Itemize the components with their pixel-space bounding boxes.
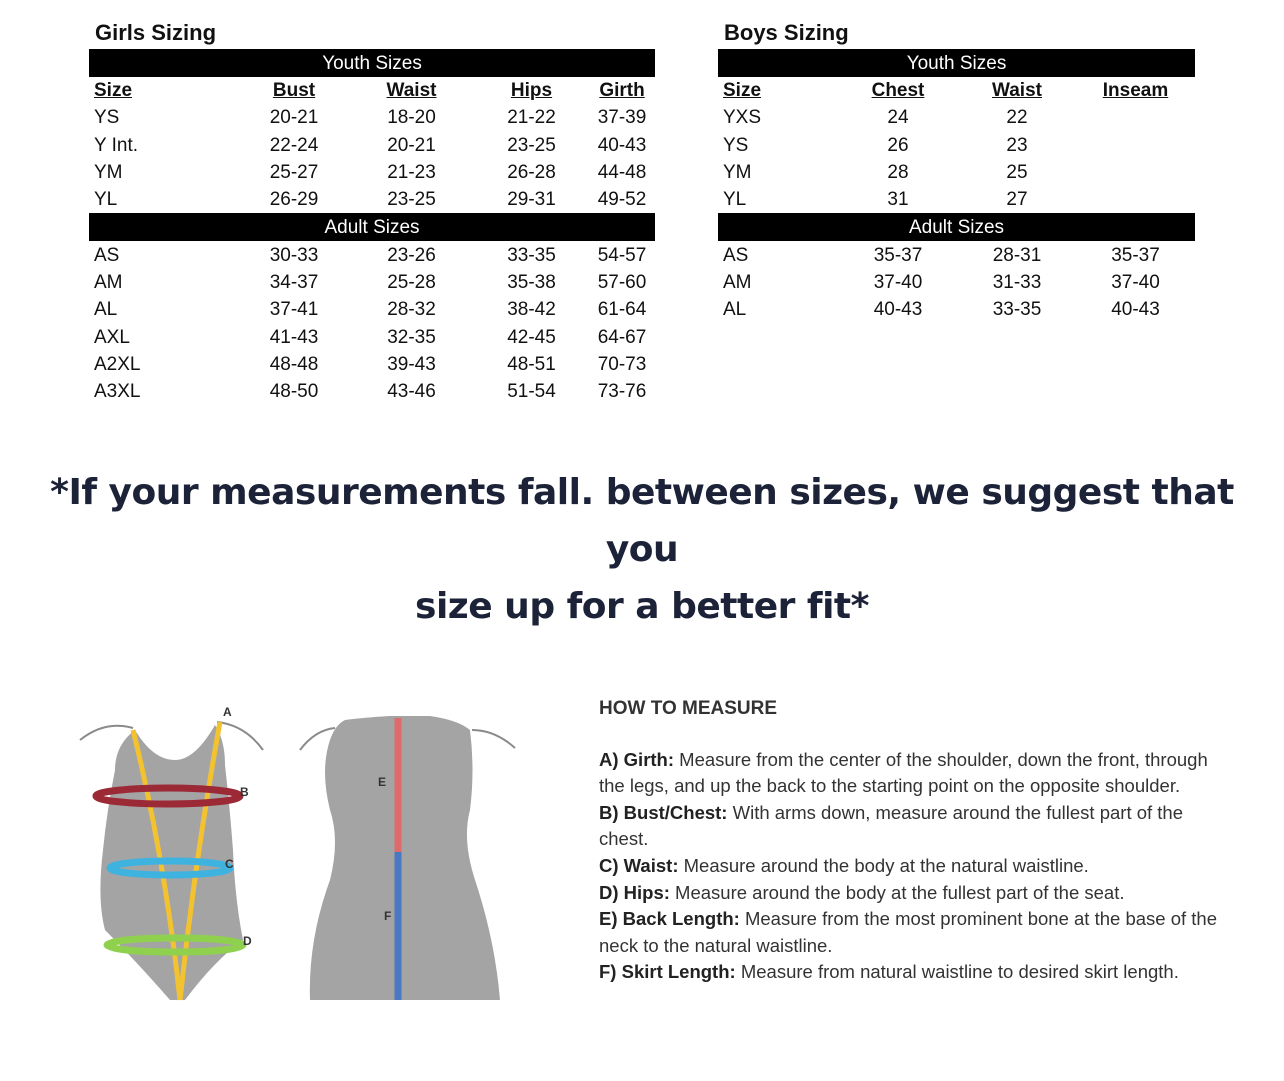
table-cell: 22-24 — [269, 134, 319, 156]
boys-youth-sizes-band-label: Youth Sizes — [718, 49, 1195, 77]
table-cell: 21-22 — [507, 107, 556, 129]
size-up-note-line-2: size up for a better fit* — [415, 586, 869, 627]
boys-header-waist: Waist — [992, 80, 1042, 102]
measure-item-text: Measure around the body at the natural waistline. — [678, 854, 1089, 876]
measure-item-text: Measure around the body at the fullest part of the seat. — [669, 881, 1125, 903]
table-cell: 21-23 — [387, 162, 436, 184]
measure-item — [599, 959, 1219, 986]
table-row — [718, 132, 1195, 159]
table-row — [89, 296, 655, 323]
table-cell: 51-54 — [507, 381, 556, 403]
measure-item-text: With arms down, measure around the fullest part of the chest. — [599, 801, 1184, 850]
table-cell: 42-45 — [507, 326, 556, 348]
table-cell: 29-31 — [507, 189, 556, 211]
table-cell: 48-51 — [507, 353, 556, 375]
table-cell: 34-37 — [269, 271, 319, 293]
table-cell: 25-27 — [269, 162, 319, 184]
table-cell: Y Int. — [94, 134, 139, 156]
boys-sizing-title: Boys Sizing — [724, 20, 849, 45]
table-cell: 24 — [887, 107, 909, 129]
table-cell: 44-48 — [597, 162, 647, 184]
table-cell: 28-31 — [992, 244, 1042, 266]
measure-item-label: C) Waist: — [599, 854, 679, 876]
table-row — [89, 269, 655, 296]
girls-youth-sizes-band-label: Youth Sizes — [89, 49, 655, 77]
boys-header-chest: Chest — [871, 80, 925, 102]
back-body-shape — [310, 716, 500, 1000]
measure-item-text: Measure from natural waistline to desired skirt length. — [735, 961, 1179, 983]
girls-youth-sizes-band — [89, 49, 655, 77]
table-row — [718, 296, 1195, 323]
table-cell: 37-40 — [873, 271, 923, 293]
table-cell: AS — [723, 244, 749, 266]
table-cell: 39-43 — [387, 353, 436, 375]
measure-item-label: D) Hips: — [599, 881, 670, 903]
table-cell: YL — [94, 189, 118, 211]
table-cell: 35-37 — [873, 244, 923, 266]
how-to-measure — [599, 696, 1219, 986]
table-row — [89, 186, 655, 213]
table-cell: AL — [723, 299, 747, 321]
front-right-shoulder-line — [217, 722, 263, 750]
size-up-note — [30, 464, 1254, 635]
measure-item-label: F) Skirt Length: — [599, 961, 736, 983]
table-cell: 22 — [1006, 107, 1028, 129]
table-cell: AL — [94, 299, 118, 321]
table-cell: 27 — [1006, 189, 1028, 211]
table-cell: AM — [94, 271, 123, 293]
table-cell: 28 — [887, 162, 909, 184]
table-cell: A3XL — [94, 381, 141, 403]
measure-item-label: E) Back Length: — [599, 908, 740, 930]
table-cell: 28-32 — [387, 299, 436, 321]
label-a: A — [223, 705, 232, 719]
table-cell: 54-57 — [597, 244, 647, 266]
table-row — [89, 159, 655, 186]
measure-item-text: Measure from the center of the shoulder, down the front, through the legs, and up the back to the starting point on the opposite shoulder. — [599, 748, 1208, 797]
table-cell: 43-46 — [387, 381, 436, 403]
table-cell: 40-43 — [597, 134, 647, 156]
measure-item — [599, 906, 1219, 959]
measure-item — [599, 800, 1219, 853]
girls-adult-sizes-band — [89, 213, 655, 241]
boys-youth-sizes-band — [718, 49, 1195, 77]
table-row — [718, 269, 1195, 296]
boys-header-size: Size — [723, 80, 762, 102]
table-cell: 64-67 — [597, 326, 647, 348]
table-cell: 37-41 — [269, 299, 319, 321]
table-cell: 48-48 — [269, 353, 319, 375]
table-cell — [1076, 104, 1195, 131]
table-cell: 26-29 — [269, 189, 319, 211]
table-cell: 23 — [1006, 134, 1028, 156]
table-cell: YL — [723, 189, 747, 211]
table-cell: 26 — [887, 134, 909, 156]
table-row — [89, 132, 655, 159]
table-row — [718, 241, 1195, 268]
table-cell: 23-26 — [387, 244, 436, 266]
table-cell: YXS — [723, 107, 762, 129]
table-cell: 18-20 — [387, 107, 436, 129]
label-d: D — [243, 934, 252, 948]
girls-header-hips: Hips — [510, 80, 553, 102]
table-cell: 37-40 — [1111, 271, 1160, 293]
boys-header-row — [718, 77, 1195, 104]
boys-header-inseam: Inseam — [1102, 80, 1169, 102]
measure-item-text: Measure from the most prominent bone at the base of the neck to the natural waistline. — [599, 908, 1217, 956]
table-cell: 30-33 — [269, 244, 319, 266]
table-cell: YS — [723, 134, 749, 156]
girls-header-row — [89, 77, 655, 104]
table-cell — [1076, 159, 1195, 186]
girls-header-size: Size — [94, 80, 133, 102]
back-right-shoulder-line — [472, 730, 515, 748]
table-cell: YM — [723, 162, 752, 184]
table-row — [89, 378, 655, 405]
table-cell: 70-73 — [597, 353, 647, 375]
table-cell: 49-52 — [597, 189, 647, 211]
table-cell: 25 — [1006, 162, 1028, 184]
table-cell: 23-25 — [387, 189, 436, 211]
size-up-note-line-1: *If your measurements fall. between sizes, we suggest that you — [50, 472, 1234, 570]
table-cell: 31 — [887, 189, 909, 211]
table-row — [89, 241, 655, 268]
table-cell — [1076, 132, 1195, 159]
table-cell: 26-28 — [507, 162, 556, 184]
table-cell: 37-39 — [597, 107, 647, 129]
table-cell: 25-28 — [387, 271, 436, 293]
how-to-measure-list — [599, 747, 1219, 986]
boys-adult-sizes-band-label: Adult Sizes — [718, 213, 1195, 241]
girls-header-waist: Waist — [386, 80, 437, 102]
boys-adult-sizes-band — [718, 213, 1195, 241]
measure-item — [599, 747, 1219, 800]
table-cell: 41-43 — [269, 326, 319, 348]
table-cell: A2XL — [94, 353, 141, 375]
front-left-shoulder-line — [80, 726, 133, 740]
girls-adult-sizes-band-label: Adult Sizes — [89, 213, 655, 241]
table-cell: AM — [723, 271, 752, 293]
table-cell: 33-35 — [507, 244, 556, 266]
front-measurement-figure — [75, 700, 270, 1010]
table-cell: 35-38 — [507, 271, 556, 293]
measure-item — [599, 880, 1219, 907]
table-row — [89, 351, 655, 378]
boys-size-table — [718, 49, 1195, 323]
table-cell: YM — [94, 162, 123, 184]
table-cell: 61-64 — [597, 299, 647, 321]
table-cell: 40-43 — [1111, 299, 1160, 321]
table-cell: 23-25 — [507, 134, 556, 156]
label-b: B — [240, 785, 249, 799]
table-cell: 20-21 — [387, 134, 436, 156]
table-cell: 33-35 — [992, 299, 1042, 321]
measure-item-label: B) Bust/Chest: — [599, 801, 728, 823]
table-cell: 31-33 — [992, 271, 1042, 293]
table-row — [89, 104, 655, 131]
table-cell: 32-35 — [387, 326, 436, 348]
table-cell — [1076, 186, 1195, 213]
table-row — [718, 159, 1195, 186]
girls-size-table — [89, 49, 655, 405]
table-cell: 40-43 — [873, 299, 923, 321]
table-row — [718, 186, 1195, 213]
table-row — [718, 104, 1195, 131]
label-e: E — [378, 775, 387, 789]
label-f: F — [384, 909, 392, 923]
table-cell: 35-37 — [1111, 244, 1160, 266]
table-cell: 20-21 — [269, 107, 319, 129]
girls-header-girth: Girth — [599, 80, 645, 102]
table-cell: YS — [94, 107, 120, 129]
label-c: C — [225, 857, 234, 871]
back-measurement-figure — [290, 710, 525, 1010]
table-cell: 48-50 — [269, 381, 319, 403]
table-cell: 57-60 — [597, 271, 647, 293]
table-cell: AS — [94, 244, 120, 266]
measure-item-label: A) Girth: — [599, 748, 675, 770]
girls-sizing-title: Girls Sizing — [95, 20, 217, 45]
table-row — [89, 323, 655, 350]
table-cell: AXL — [94, 326, 130, 348]
measure-item — [599, 853, 1219, 880]
table-cell: 38-42 — [507, 299, 556, 321]
how-to-measure-heading: HOW TO MEASURE — [599, 698, 778, 719]
girls-header-bust: Bust — [272, 80, 316, 102]
table-cell: 73-76 — [597, 381, 647, 403]
